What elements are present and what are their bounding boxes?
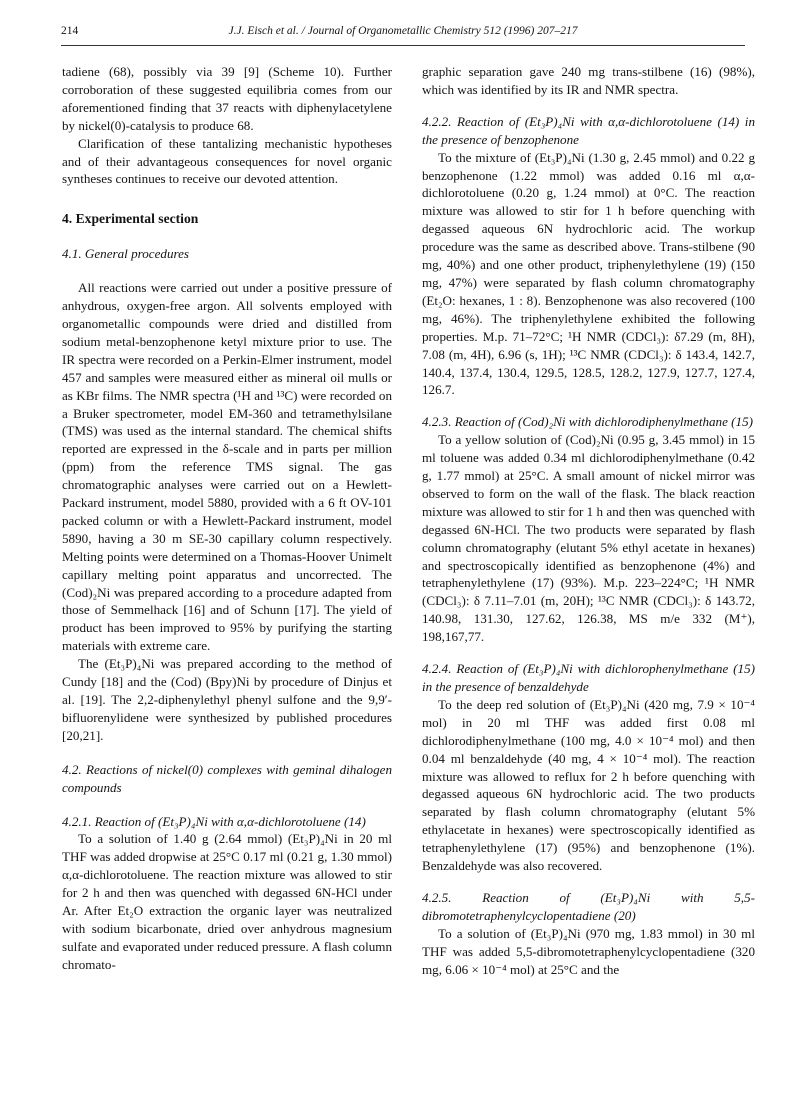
section-heading-experimental: 4. Experimental section — [62, 211, 199, 227]
paragraph-4-2-3: To a yellow solution of (Cod)₂Ni (0.95 g, 3.45 mmol) in 15 ml toluene was added 0.34 ml dichlorodiphenylmethane (0.42 g, 1.77 mmol) at 25°C. A small amount of nickel mirror was observed to form on the wall of the flask. The black reaction mixture was allowed to stir for 1 h and then was quenched with degassed 6N-HCl. The two products were separated by flash column chromatography (elutant 5% ethyl acetate in hexanes) and spectroscopically identified as benzophenone (4%) and tetraphenylethylene (17) (93%). M.p. 223–224°C; ¹H NMR (CDCl₃): δ 7.11–7.01 (m, 20H); ¹³C NMR (CDCl₃): δ 143.72, 140.98, 131.30, 127.62, 126.38, MS m/e 332 (M⁺), 198,167,77. — [422, 432, 755, 645]
paragraph-4-2-2: To the mixture of (Et₃P)₄Ni (1.30 g, 2.45 mmol) and 0.22 g benzophenone (1.22 mmol) was added 0.16 ml α,α-dichlorotoluene (0.20 g, 1.24 mmol) at 0°C. The reaction mixture was allowed to stir for 1 h before quenching with degassed aqueous 6N hydrochloric acid. The workup procedure was the same as described above. Trans-stilbene (90 mg, 40%) and one other product, triphenylethylene (19) (150 mg, 47%) were separated by flash column chromatography (Et₂O: hexanes, 1 : 8). Benzophenone was also recovered (100 mg, 46%). The triphenylethylene exhibited the following properties. M.p. 71–72°C; ¹H NMR (CDCl₃): δ7.29 (m, 8H), 7.08 (m, 4H), 6.96 (s, 1H); ¹³C NMR (CDCl₃): δ 143.4, 142.7, 140.4, 137.4, 130.4, 129.5, 128.5, 128.2, 127.9, 127.7, 127.4, 126.7. — [422, 149, 755, 398]
left-column — [62, 63, 392, 974]
subsubsection-heading-4-2-3: 4.2.3. Reaction of (Cod)₂Ni with dichlorodiphenylmethane (15) — [422, 414, 753, 430]
subsubsection-heading-4-2-2: 4.2.2. Reaction of (Et₃P)₄Ni with α,α-dichlorotoluene (14) in the presence of benzophenone — [422, 113, 755, 147]
subsubsection-heading-4-2-4: 4.2.4. Reaction of (Et₃P)₄Ni with dichlorophenylmethane (15) in the presence of benzaldehyde — [422, 661, 755, 694]
subsubsection-heading-4-2-1: 4.2.1. Reaction of (Et₃P)₄Ni with α,α-dichlorotoluene (14) — [62, 813, 366, 829]
paragraph-clarification: Clarification of these tantalizing mechanistic hypotheses and of their advantageous consequences for novel organic syntheses continues to receive our devoted attention. — [62, 135, 392, 187]
running-head — [61, 25, 745, 45]
subsection-heading-general: 4.1. General procedures — [62, 246, 190, 262]
paragraph-4-2-5: To a solution of (Et₃P)₄Ni (970 mg, 1.83 mmol) in 30 ml THF was added 5,5-dibromotetraphenylcyclopentadiene (320 mg, 6.06 × 10⁻⁴ mol) at 25°C and the — [422, 925, 755, 977]
paragraph-general-procedures: All reactions were carried out under a positive pressure of anhydrous, oxygen-free argon. All solvents employed with organometallic compounds were dried and distilled from sodium metal-benzophenone ketyl mixture prior to use. The IR spectra were recorded on a Perkin-Elmer instrument, model 457 and samples were measured either as mineral oil mulls or as KBr films. The NMR spectra (¹H and ¹³C) were recorded on a Bruker spectrometer, model EM-360 and tetramethylsilane (TMS) was used as the internal standard. The chemical shifts reported are expressed in the δ-scale and in parts per million (ppm) from the reference TMS signal. The gas chromatographic analyses were carried out on a Hewlett-Packard instrument, model 5880, provided with a 6 ft OV-101 packed column or with a Hewlett-Packard instrument, model 5890, having a 30 m SE-30 capillary column respectively. Melting points were determined on a Thomas-Hoover Unimelt capillary melting point apparatus and uncorrected. The (Cod)₂Ni was prepared according to a procedure adapted from those of Semmelhack [16] and of Schunn [17]. The yield of product has been improved to 95% by purifying the starting materials with extreme care. — [62, 280, 392, 654]
paragraph-continuation: graphic separation gave 240 mg trans-stilbene (16) (98%), which was identified by its IR and NMR spectra. — [422, 64, 755, 97]
subsubsection-heading-4-2-5: 4.2.5. Reaction of (Et₃P)₄Ni with 5,5-dibromotetraphenylcyclopentadiene (20) — [422, 889, 755, 923]
paragraph-4-2-1: To a solution of 1.40 g (2.64 mmol) (Et₃P)₄Ni in 20 ml THF was added dropwise at 25°C 0.17 ml (0.21 g, 1.30 mmol) α,α-dichlorotoluene. The reaction mixture was allowed to stir for 2 h and then was quenched with degassed 6N-HCl under Ar. After Et₂O extraction the organic layer was neutralized with sodium bicarbonate, dried over anhydrous magnesium sulfate and evaporated under reduced pressure. A flash column chromato- — [62, 831, 392, 972]
paragraph-intro: tadiene (68), possibly via 39 [9] (Scheme 10). Further corroboration of these suggested equilibria comes from our aforementioned finding that 37 reacts with diphenylacetylene by nickel(0)-catalysis to produce 68. — [62, 64, 392, 133]
header-rule — [61, 45, 745, 46]
subsection-heading-reactions: 4.2. Reactions of nickel(0) complexes with geminal dihalogen compounds — [62, 761, 392, 795]
journal-reference: J.J. Eisch et al. / Journal of Organometallic Chemistry 512 (1996) 207–217 — [228, 25, 578, 37]
paragraph-4-2-4: To the deep red solution of (Et₃P)₄Ni (420 mg, 7.9 × 10⁻⁴ mol) in 20 ml THF was added first 0.08 ml dichlorodiphenylmethane (100 mg, 4.0 × 10⁻⁴ mol) and then 0.04 ml benzaldehyde (40 mg, 4 × 10⁻⁴ mol). The reaction mixture was allowed to reflux for 2 h before quenching with degassed aqueous 6N hydrochloric acid. The two products separated by flash column chromatography (elutant 5% ethylacetate in hexanes) were spectroscopically identified as tetraphenylethylene (17) (95%) and benzophenone (1%). Benzaldehyde was also recovered. — [422, 696, 755, 874]
right-column — [422, 63, 755, 979]
page-number: 214 — [61, 25, 79, 37]
paragraph-cundy: The (Et₃P)₄Ni was prepared according to the method of Cundy [18] and the (Cod) (Bpy)Ni by procedure of Dinjus et al. [19]. The 2,2-diphenylethyl phenyl sulfone and the 9,9′-bifluorenylidene were synthesized by published procedures [20,21]. — [62, 656, 392, 743]
